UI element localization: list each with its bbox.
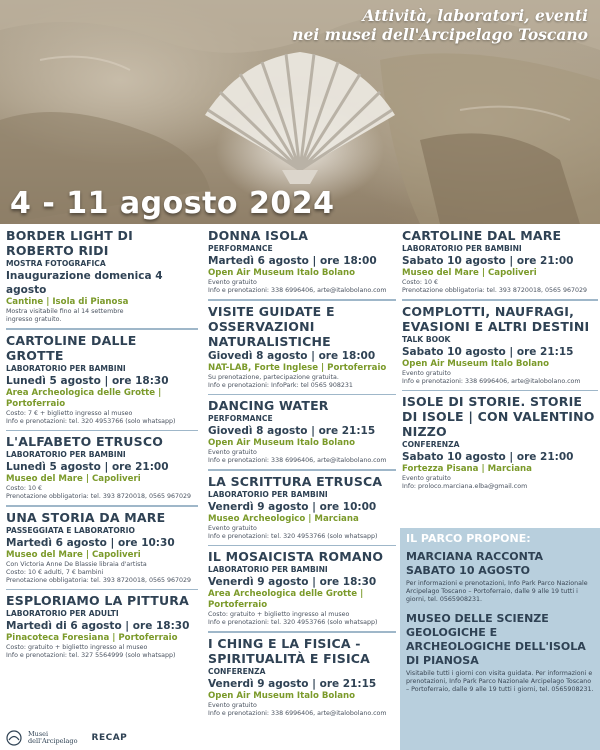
event-note: Prenotazione obbligatoria: tel. 393 8720018, 0565 967029 (6, 576, 192, 584)
event-card (402, 299, 598, 386)
parco-item-text: Per informazioni e prenotazioni, Info Park Parco Nazionale Arcipelago Toscano – Portoferraio, dalle 9 alle 19 tutti i giorni, tel. 0565908231. (406, 580, 588, 603)
event-note: Costo: 10 € (402, 279, 438, 286)
event-title: DONNA ISOLA (208, 228, 309, 243)
divider (6, 328, 198, 330)
musei-logo-icon (6, 730, 22, 746)
event-title: BORDER LIGHT DI ROBERTO RIDI (6, 228, 133, 258)
event-place: Museo del Mare | Capoliveri (6, 549, 141, 560)
event-note: Costo: gratuito + biglietto ingresso al museo (6, 644, 148, 651)
divider (208, 545, 396, 547)
events-column-1 (6, 228, 198, 664)
divider (208, 299, 396, 301)
musei-logo-text (28, 731, 78, 745)
event-place: Museo del Mare | Capoliveri (6, 474, 141, 484)
event-type: MOSTRA FOTOGRAFICA (6, 259, 106, 268)
event-place: NAT-LAB, Forte Inglese | Portoferraio (208, 362, 387, 373)
event-place: Pinacoteca Foresiana | Portoferraio (6, 633, 178, 643)
event-card (402, 390, 598, 492)
event-type: PERFORMANCE (208, 414, 273, 423)
event-date: Martedì di 6 agosto | ore 18:30 (6, 620, 190, 632)
event-card (6, 589, 198, 661)
event-type: CONFERENZA (402, 440, 460, 449)
event-title: ISOLE DI STORIE. STORIE DI ISOLE | CON VALENTINO NIZZO (402, 394, 595, 439)
event-title: COMPLOTTI, NAUFRAGI, EVASIONI E ALTRI DESTINI (402, 303, 590, 334)
event-title: ESPLORIAMO LA PITTURA (6, 593, 190, 608)
event-note: Evento gratuito (208, 279, 257, 286)
event-note: Info: proloco.marciana.elba@gmail.com (402, 483, 528, 490)
divider (402, 390, 598, 392)
event-place: Cantine | Isola di Pianosa (6, 297, 129, 307)
event-date: Giovedì 8 agosto | ore 18:00 (208, 349, 376, 362)
event-note: Info e prenotazioni: tel. 327 5564999 (solo whatsapp) (6, 652, 176, 659)
event-note: Costo: 10 € adulti, 7 € bambini (6, 568, 104, 576)
event-note: Evento gratuito (402, 475, 451, 482)
event-note: Costo: 10 € (6, 485, 42, 492)
event-type: PASSEGGIATA E LABORATORIO (6, 525, 135, 535)
event-card (6, 328, 198, 426)
event-note: Info e prenotazioni: tel. 320 4953766 (solo whatsapp) (208, 619, 378, 626)
event-type: LABORATORIO PER BAMBINI (208, 489, 328, 499)
event-card (208, 299, 396, 390)
event-note: Evento gratuito (208, 449, 257, 456)
event-place: Area Archeologica delle Grotte | Portoferraio (208, 589, 364, 610)
divider (6, 505, 198, 507)
event-date: Sabato 10 agosto | ore 21:00 (402, 451, 574, 463)
event-date: Venerdì 9 agosto | ore 10:00 (208, 500, 377, 513)
event-place: Museo Archeologico | Marciana (208, 513, 359, 524)
event-date: Inaugurazione domenica 4 agosto (6, 270, 163, 296)
event-date: Giovedì 8 agosto | ore 21:15 (208, 425, 376, 437)
event-place: Open Air Museum Italo Bolano (402, 358, 550, 369)
scallop-shell-icon (205, 52, 395, 184)
event-date: Venerdì 9 agosto | ore 21:15 (208, 677, 377, 690)
event-date: Lunedì 5 agosto | ore 21:00 (6, 461, 169, 473)
event-note: ingresso gratuito. (6, 316, 62, 323)
divider (6, 589, 198, 591)
divider (208, 394, 396, 396)
event-date: Venerdì 9 agosto | ore 18:30 (208, 576, 377, 588)
event-card (208, 228, 396, 295)
event-place: Open Air Museum Italo Bolano (208, 690, 356, 701)
event-title: UNA STORIA DA MARE (6, 509, 166, 525)
event-title: CARTOLINE DALLE GROTTE (6, 332, 137, 363)
divider (402, 299, 598, 301)
event-type: TALK BOOK (402, 334, 451, 344)
event-place: Area Archeologica delle Grotte | Portoferraio (6, 387, 162, 409)
event-note: Info e prenotazioni: 338 6996406, arte@italobolano.com (208, 709, 387, 717)
events-column-3 (402, 228, 598, 495)
event-type: LABORATORIO PER BAMBINI (6, 363, 126, 373)
event-place: Open Air Museum Italo Bolano (208, 268, 356, 278)
event-title: L'ALFABETO ETRUSCO (6, 434, 164, 449)
events-column-2 (208, 228, 396, 722)
recap-label: RECAP (91, 733, 128, 743)
event-card (6, 228, 198, 324)
event-type: LABORATORIO PER ADULTI (6, 609, 119, 618)
footer (6, 729, 127, 747)
event-type: LABORATORIO PER BAMBINI (402, 244, 522, 253)
event-card (6, 505, 198, 585)
event-card (208, 545, 396, 628)
event-title: CARTOLINE DAL MARE (402, 228, 562, 243)
event-type: PERFORMANCE (208, 244, 273, 253)
event-date: Sabato 10 agosto | ore 21:00 (402, 255, 574, 267)
event-note: Info e prenotazioni: 338 6996406, arte@italobolano.com (208, 287, 387, 294)
event-note: Costo: gratuito + biglietto ingresso al museo (208, 611, 350, 618)
event-note: Info e prenotazioni: 338 6996406, arte@italobolano.com (402, 377, 581, 385)
parco-item-title: MUSEO DELLE SCIENZE GEOLOGICHE E ARCHEOLOGICHE DELL'ISOLA DI PIANOSA (406, 612, 586, 667)
event-place: Museo del Mare | Capoliveri (402, 268, 537, 278)
event-note: Con Victoria Anne De Blassie libraia d'artista (6, 560, 147, 568)
event-date: Sabato 10 agosto | ore 21:15 (402, 345, 574, 358)
event-type: LABORATORIO PER BAMBINI (208, 565, 328, 574)
event-note: Mostra visitabile fino al 14 settembre (6, 308, 124, 315)
parco-item-title: MARCIANA RACCONTA SABATO 10 AGOSTO (406, 550, 544, 577)
hero-title-line-1: Attività, laboratori, eventi (362, 6, 588, 25)
event-note: Su prenotazione, partecipazione gratuita. (208, 373, 339, 381)
event-type: LABORATORIO PER BAMBINI (6, 450, 126, 459)
event-date: Martedì 6 agosto | ore 10:30 (6, 536, 175, 549)
hero-title (292, 6, 588, 44)
divider (208, 469, 396, 471)
parco-item-text: Visitabile tutti i giorni con visita guidata. Per informazioni e prenotazioni, Info Park Parco Nazionale Arcipelago Toscano – Portoferraio, dalle 9 alle 19 tutti i giorni, tel. 0565908231. (406, 670, 594, 693)
event-card (6, 430, 198, 502)
divider (6, 430, 198, 432)
event-date: Lunedì 5 agosto | ore 18:30 (6, 374, 169, 387)
event-place: Fortezza Pisana | Marciana (402, 464, 532, 474)
event-place: Open Air Museum Italo Bolano (208, 438, 356, 448)
date-range: 4 - 11 agosto 2024 (10, 186, 335, 221)
event-note: Evento gratuito (402, 369, 451, 377)
event-card (208, 469, 396, 541)
logo-line-2: dell'Arcipelago (28, 737, 78, 745)
parco-heading: IL PARCO PROPONE: (406, 532, 531, 545)
event-note: Info e prenotazioni: tel. 320 4953766 (solo whatsapp) (208, 532, 378, 540)
event-note: Costo: 7 € + biglietto ingresso al museo (6, 409, 133, 417)
event-note: Evento gratuito (208, 524, 257, 532)
parco-box (400, 528, 600, 750)
event-card (402, 228, 598, 295)
event-note: Info e prenotazioni: InfoPark: tel 0565 908231 (208, 381, 353, 389)
event-note: Info e prenotazioni: tel. 320 4953766 (solo whatsapp) (6, 417, 176, 425)
event-note: Evento gratuito (208, 701, 257, 709)
event-card (208, 631, 396, 718)
event-title: DANCING WATER (208, 398, 329, 413)
event-note: Prenotazione obbligatoria: tel. 393 8720018, 0565 967029 (6, 493, 192, 500)
event-title: LA SCRITTURA ETRUSCA (208, 473, 383, 489)
hero-title-line-2: nei musei dell'Arcipelago Toscano (292, 25, 588, 44)
event-title: I CHING E LA FISICA - SPIRITUALITÀ E FISICA (208, 635, 371, 666)
event-note: Prenotazione obbligatoria: tel. 393 8720018, 0565 967029 (402, 287, 588, 294)
hero-banner (0, 0, 600, 224)
event-card (208, 394, 396, 466)
event-title: IL MOSAICISTA ROMANO (208, 549, 384, 564)
event-type: CONFERENZA (208, 666, 266, 676)
event-title: VISITE GUIDATE E OSSERVAZIONI NATURALISTICHE (208, 303, 335, 349)
divider (208, 631, 396, 633)
event-date: Martedì 6 agosto | ore 18:00 (208, 255, 377, 267)
event-note: Info e prenotazioni: 338 6996406, arte@italobolano.com (208, 457, 387, 464)
logo-line-1: Musei (28, 730, 49, 738)
